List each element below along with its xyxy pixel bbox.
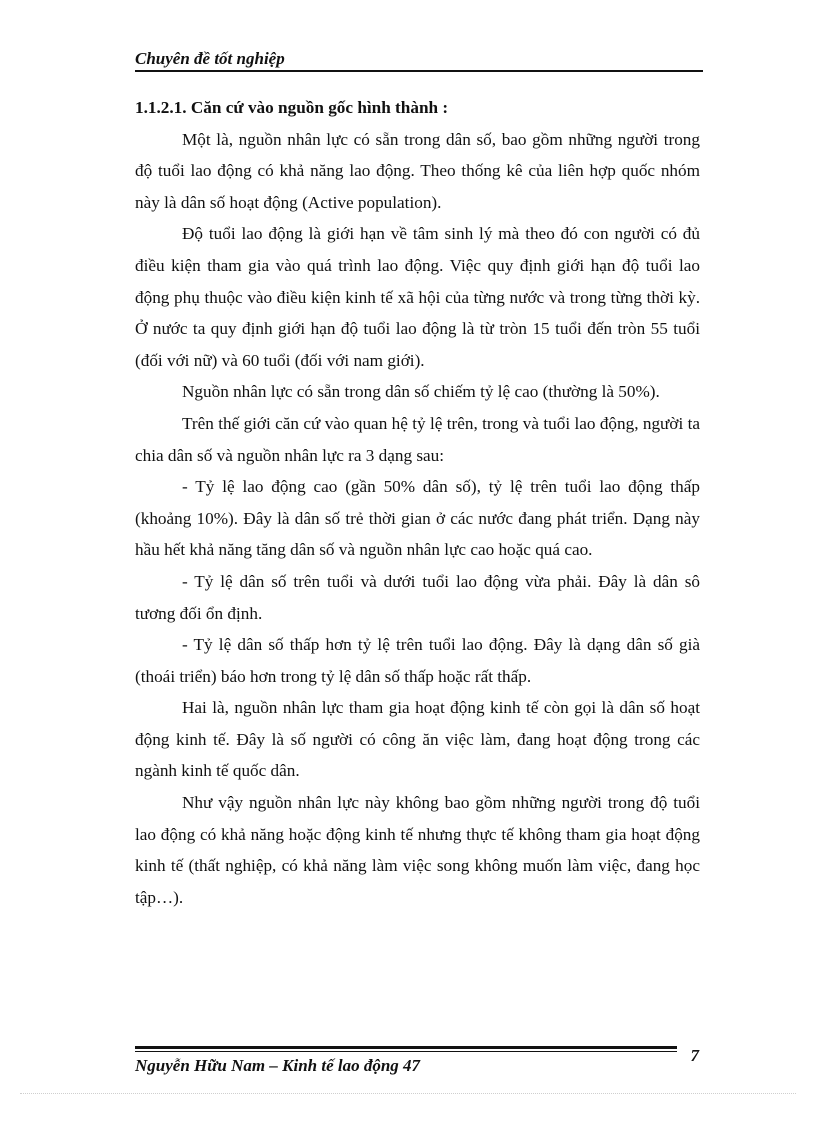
- page-footer: [135, 1046, 703, 1078]
- paragraph: Nguồn nhân lực có sẵn trong dân số chiếm tỷ lệ cao (thường là 50%).: [182, 382, 660, 402]
- paragraph: Hai là, nguồn nhân lực tham gia hoạt động kinh tế còn gọi là dân số hoạt động kinh tế. Đây là số người có công ăn việc làm, đang hoạt động trong các ngành kinh tế quốc dân.: [135, 698, 700, 781]
- section-heading: 1.1.2.1. Căn cứ vào nguồn gốc hình thành :: [135, 98, 449, 117]
- paragraph: - Tỷ lệ dân số trên tuổi và dưới tuổi lao động vừa phải. Đây là dân sô tương đối ổn định.: [135, 571, 700, 623]
- header-rule: [135, 70, 703, 72]
- footer-rule: [135, 1046, 677, 1049]
- paragraph: - Tỷ lệ lao động cao (gần 50% dân số), tỷ lệ trên tuổi lao động thấp (khoảng 10%). Đây là dân số trẻ thời gian ở các nước đang phát triển. Dạng này hầu hết khả năng tăng dân số và nguồn nhân lực cao hoặc quá cao.: [135, 477, 700, 560]
- body-content: [135, 92, 700, 913]
- paragraph: Độ tuổi lao động là giới hạn về tâm sinh lý mà theo đó con người có đủ điều kiện tham gia vào quá trình lao động. Việc quy định giới hạn độ tuổi lao động phụ thuộc vào điều kiện kinh tế xã hội của từng nước và trong từng thời kỳ. Ở nước ta quy định giới hạn độ tuổi lao động là từ tròn 15 tuổi đến tròn 55 tuổi (đối với nữ) và 60 tuổi (đối với nam giới).: [135, 224, 700, 370]
- page-number: 7: [690, 1046, 699, 1065]
- page-header: [135, 48, 703, 72]
- footer-row: [135, 1046, 703, 1078]
- paragraph: Một là, nguồn nhân lực có sẵn trong dân số, bao gồm những người trong độ tuổi lao động có khả năng lao động. Theo thống kê của liên hợp quốc nhóm này là dân số hoạt động (Active population).: [135, 129, 700, 212]
- paragraph: - Tỷ lệ dân số thấp hơn tỷ lệ trên tuổi lao động. Đây là dạng dân số già (thoái triển) báo hơn trong tỷ lệ dân số thấp hoặc rất thấp.: [135, 635, 700, 686]
- paragraph: Trên thế giới căn cứ vào quan hệ tỷ lệ trên, trong và tuổi lao động, người ta chia dân số và nguồn nhân lực ra 3 dạng sau:: [135, 413, 700, 465]
- page-edge-divider: [20, 1093, 796, 1094]
- paragraph: Như vậy nguồn nhân lực này không bao gồm những người trong độ tuổi lao động có khả năng hoặc động kinh tế nhưng thực tế không tham gia hoạt động kinh tế (thất nghiệp, có khả năng làm việc song không muốn làm việc, đang học tập…).: [135, 793, 700, 907]
- header-title: Chuyên đề tốt nghiệp: [135, 49, 285, 68]
- footer-author: Nguyễn Hữu Nam – Kinh tế lao động 47: [135, 1056, 421, 1075]
